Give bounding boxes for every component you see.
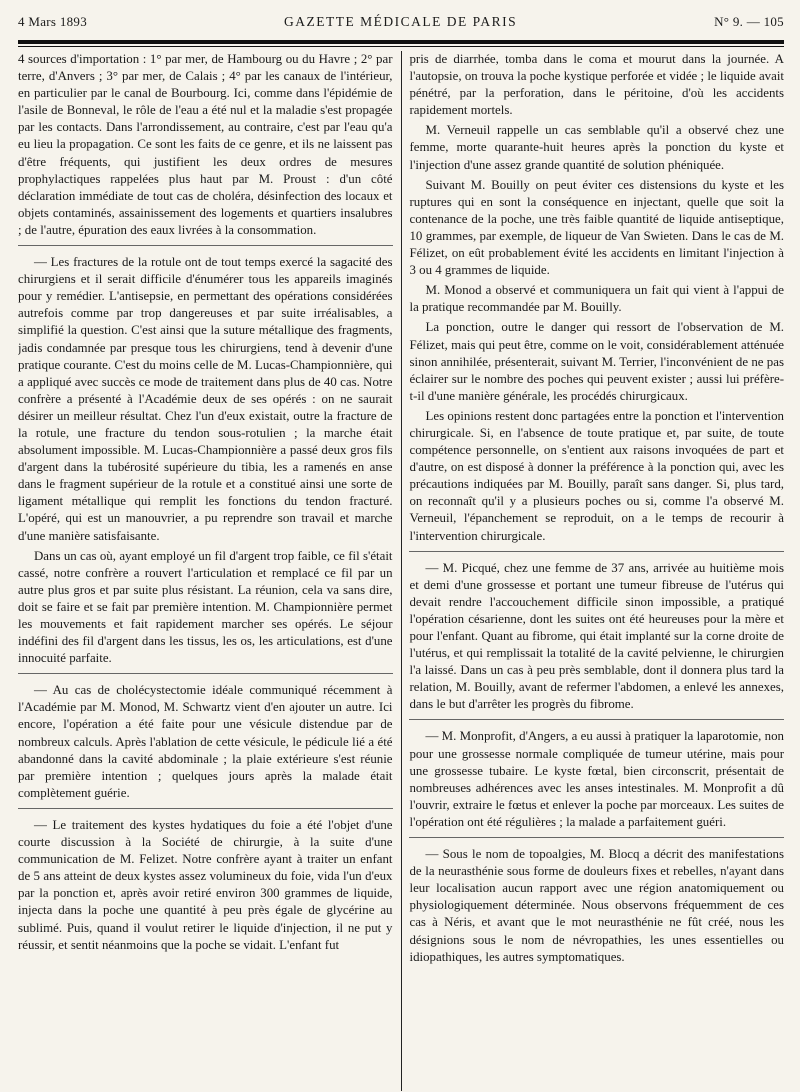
paragraph-monod: M. Monod a observé et communiquera un fait qui vient à l'appui de la pratique recommandée par M. Bouilly. [409,283,784,315]
section-divider [409,719,784,720]
journal-title: GAZETTE MÉDICALE DE PARIS [284,14,518,29]
paragraph-picque: — M. Picqué, chez une femme de 37 ans, arrivée au huitième mois et demi d'une grossesse et portant une tumeur fibreuse de l'utérus qui devait rendre l'accouchement difficile sinon impossible, a pratiqué l'opération césarienne, dont les suites ont été heureuses pour la mère et pour l'enfant. Quant au fibrome, qui était implanté sur la corne droite de l'utérus, et qui remplissait la totalité de la cavité pelvienne, le chirurgien l'a laissé. Dans un cas à peu près semblable, dont il donnera plus tard la relation, M. Bouilly, avant de refermer l'abdomen, a enlevé les annexes, dans le but d'arrêter les progrès du fibrome. [409,560,784,712]
paragraph-opinions: Les opinions restent donc partagées entre la ponction et l'intervention chirurgicale. Si, en l'absence de toute pratique et, par suite, de toute compétence personnelle, on s'entient aux raisons invoquées de part et d'autre, on est disposé à donner la préférence à la ponction qui, avec les précautions indiquées par M. Bouilly, paraît sans danger. Si, plus tard, on reconnaît qu'il y a plusieurs poches ou si, comme l'a observé M. Verneuil, l'épanchement se reproduit, on a le temps de recourir à l'intervention chirurgicale. [409,408,784,543]
right-column [401,51,784,1091]
header-rule [18,40,784,44]
issue-date: 4 Mars 1893 [18,14,88,29]
paragraph-fil-argent: Dans un cas où, ayant employé un fil d'argent trop faible, ce fil s'était cassé, notre confrère a rouvert l'articulation et remplacé ce fil par un autre plus gros et par suite plus résistant. La réunion, cela va sans dire, doit se faire et se fait par première intention. M. Championnière permet les mouvements et fait rapidement marcher ses opérés. Le séjour indéfini des fil d'argent dans les tissus, les os, les articulations, est d'une innocuité parfaite. [18,548,393,666]
paragraph-autopsie: pris de diarrhée, tomba dans le coma et mourut dans la journée. A l'autopsie, on trouva la poche kystique perforée et vidée ; le liquide avait pénétré, par la perforation, dans le péritoine, d'où les accidents rapidement mortels. [409,52,784,118]
paragraph-ponction: La ponction, outre le danger qui ressort de l'observation de M. Félizet, mais qui peut être, comme on le voit, considérablement atténuée sinon annihilée, présenterait, suivant M. Terrier, l'inconvénient de ne pas éclairer sur le nombre des poches qui peuvent exister ; aussi lui préfère-t-il d'une manière générale, les procédés chirurgicaux. [409,320,784,403]
paragraph-verneuil: M. Verneuil rappelle un cas semblable qu'il a observé chez une femme, morte quarante-huit heures après la ponction du kyste et l'injection d'une assez grande quantité de solution phéniquée. [409,123,784,172]
page-header [18,14,784,36]
paragraph-kystes-hydatiques: — Le traitement des kystes hydatiques du foie a été l'objet d'une courte discussion à la Société de chirurgie, à la suite d'une communication de M. Felizet. Notre confrère ayant à traiter un enfant de 5 ans atteint de deux kystes assez volumineux du foie, vida l'un d'eux par la ponction et, après avoir retiré environ 300 grammes de liquide, injecta dans la poche une quantité à peu près égale de glycérine au sublimé. Puis, quand il voulut retirer le liquide d'injection, il ne put y réussir, et sentit néanmoins que la poche se vidait. L'enfant fut [18,817,393,952]
section-divider [409,551,784,552]
paragraph-rotule-fractures: — Les fractures de la rotule ont de tout temps exercé la sagacité des chirurgiens et il serait difficile d'énumérer tous les appareils imaginés pour y remédier. L'antisepsie, en permettant des opérations considérées autrefois comme par trop dangereuses et par suite irréalisables, a simplifié la question. C'est ainsi que la suture métallique des fragments, jadis condamnée par presque tous les chirurgiens, tend à devenir d'une pratique courante. C'est du moins celle de M. Lucas-Championnière, qui a appliqué avec succès ce mode de traitement dans plus de 40 cas. Notre confrère a présenté à l'Académie deux de ses opérés : on ne saurait désirer un meilleur résultat. Chez l'un d'eux existait, outre la fracture de la rotule, une fracture du tendon sous-rotulien ; la marche était absolument impossible. M. Lucas-Championnière a passé deux gros fils d'argent dans la tubérosité supérieure du tibia, les a ramenés en anse dans le fragment supérieur de la rotule et a constitué ainsi une sorte de ligament métallique qui remplit les fonctions du tendon fracturé. L'opéré, qui est un manouvrier, a pu reprendre son travail et marche d'une manière satisfaisante. [18,255,393,543]
section-divider [409,837,784,838]
paragraph-cholecystectomie: — Au cas de cholécystectomie idéale communiqué récemment à l'Académie par M. Monod, M. Schwartz vient d'en ajouter un autre. Ici encore, l'opération a été faite pour une vésicule distendue par de nombreux calculs. Après l'ablation de cette vésicule, le pédicule lié a été abandonné dans la cavité abdominale ; la plaie extérieure s'est réunie par première intention ; quelques jours après la malade était complètement guérie. [18,683,393,800]
section-divider [18,245,393,246]
paragraph-topoalgies: — Sous le nom de topoalgies, M. Blocq a décrit des manifestations de la neurasthénie sous forme de douleurs fixes et rebelles, n'ayant dans leur localisation aucun rapport avec une région anatomiquement ou physiologiquement déterminée. Nous observons fréquemment de ces cas à Néris, et avant que le mot neurasthénie ne fût créé, nous les désignions sous le nom de névropathies, les unes essentielles ou idiopathiques, les autres symptomatiques. [409,847,784,964]
left-column [18,51,401,1091]
article-columns [18,51,784,1091]
paragraph-cholera-sources: 4 sources d'importation : 1° par mer, de Hambourg ou du Havre ; 2° par terre, d'Anvers ; 3° par mer, de Calais ; 4° par les canaux de l'intérieur, en particulier par le canal de Bourbourg. Ici, comme dans l'épidémie de l'asile de Bonneval, le rôle de l'eau a été nul et la maladie s'est propagée par les contacts. Dans l'arrondissement, au contraire, c'est par l'eau qu'a eu lieu la propagation. Ce sont les faits de ce genre, et ils ne laissent pas d'être fréquents, qui justifient les deux ordres de mesures prophylactiques rappelées plus haut par M. Proust : d'un côté déclaration immédiate de tout cas de choléra, désinfection des locaux et objets contaminés, assainissement des logements et quartiers insalubres ; de l'autre, épuration des eaux livrées à la consommation. [18,52,393,237]
section-divider [18,808,393,809]
paragraph-bouilly: Suivant M. Bouilly on peut éviter ces distensions du kyste et les ruptures qui en sont la conséquence en injectant, quelle que soit la contenance de la poche, une très faible quantité de liquide antiseptique, 10 grammes, par exemple, de liqueur de Van Swieten. Dans le cas de M. Félizet, on eût probablement évité les accidents en limitant l'injection à 3 ou 4 grammes de liquide. [409,177,784,278]
section-divider [18,673,393,674]
paragraph-monprofit: — M. Monprofit, d'Angers, a eu aussi à pratiquer la laparotomie, non pour une grossesse normale compliquée de tumeur utérine, mais pour une grossesse tubaire. Le kyste fœtal, bien circonscrit, présentait de nombreuses adhérences avec les anses intestinales. M. Monprofit a dû l'ouvrir, extraire le fœtus et enlever la poche par morceaux. Les suites de l'opération ont été régulières ; la malade a parfaitement guéri. [409,729,784,829]
header-rule-thin [18,46,784,47]
issue-page-number: N° 9. — 105 [714,14,784,29]
